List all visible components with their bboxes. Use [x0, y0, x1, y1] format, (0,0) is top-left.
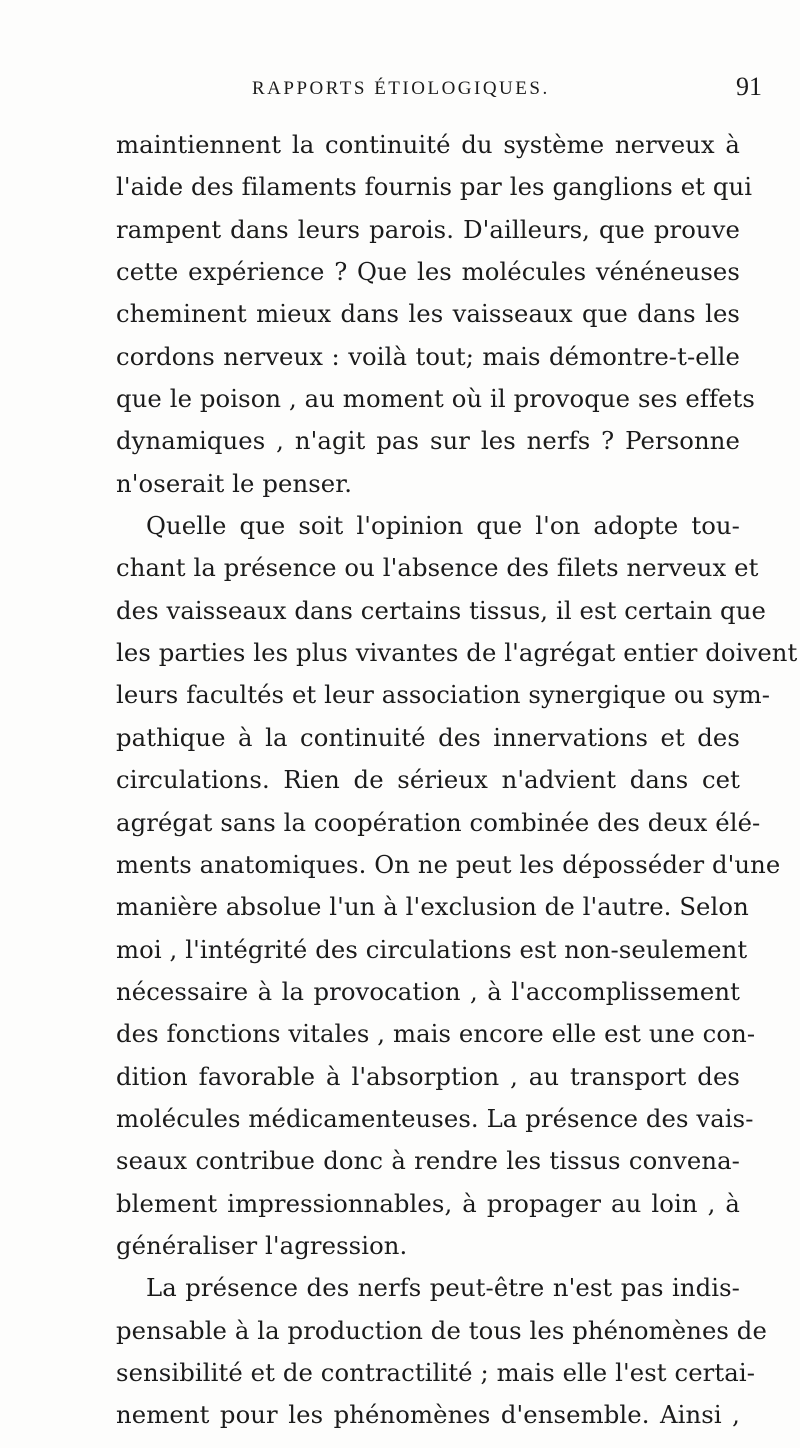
text-line: leurs facultés et leur association synergique ou sym-	[116, 680, 771, 710]
running-title: RAPPORTS ÉTIOLOGIQUES.	[252, 78, 550, 99]
text-line: blement impressionnables, à propager au loin , à	[116, 1188, 740, 1218]
text-line: maintiennent la continuité du système nerveux à	[116, 130, 740, 159]
text-line: nement pour les phénomènes d'ensemble. Ainsi ,	[116, 1400, 740, 1430]
text-line: pensable à la production de tous les phénomènes de	[116, 1315, 767, 1345]
text-line: chant la présence ou l'absence des filets nerveux et	[116, 553, 759, 583]
page-number: 91	[736, 72, 762, 101]
text-line: ments anatomiques. On ne peut les déposséder d'une	[116, 849, 781, 879]
text-line: molécules médicamenteuses. La présence des vais-	[116, 1103, 754, 1133]
text-line: dynamiques , n'agit pas sur les nerfs ? Personne	[116, 426, 740, 456]
text-line: agrégat sans la coopération combinée des deux élé-	[116, 807, 761, 837]
text-line: les parties les plus vivantes de l'agrégat entier doivent	[116, 638, 798, 668]
text-line: pathique à la continuité des innervations et des	[116, 722, 740, 752]
text-line: généraliser l'agression.	[116, 1230, 408, 1260]
text-line: Quelle que soit l'opinion que l'on adopte tou-	[146, 511, 740, 541]
text-line: cordons nerveux : voilà tout; mais démontre-t-elle	[116, 341, 740, 371]
text-line: rampent dans leurs parois. D'ailleurs, que prouve	[116, 214, 740, 244]
text-line: La présence des nerfs peut-être n'est pas indis-	[146, 1273, 740, 1303]
text-line: dition favorable à l'absorption , au transport des	[116, 1061, 740, 1091]
text-line: manière absolue l'un à l'exclusion de l'autre. Selon	[116, 892, 749, 922]
text-line: seaux contribue donc à rendre les tissus convena-	[116, 1146, 740, 1176]
body-text	[116, 124, 798, 1437]
text-line: des vaisseaux dans certains tissus, il est certain que	[116, 595, 766, 625]
text-line: sensibilité et de contractilité ; mais elle l'est certai-	[116, 1357, 756, 1387]
text-line: cheminent mieux dans les vaisseaux que dans les	[116, 299, 740, 329]
text-line: nécessaire à la provocation , à l'accomplissement	[116, 976, 740, 1006]
running-head	[0, 72, 800, 112]
text-line: cette expérience ? Que les molécules vénéneuses	[116, 257, 740, 287]
text-line: n'oserait le penser.	[116, 468, 353, 498]
text-line: l'aide des filaments fournis par les ganglions et qui	[116, 172, 753, 202]
text-line: moi , l'intégrité des circulations est non-seulement	[116, 934, 748, 964]
text-line: que le poison , au moment où il provoque ses effets	[116, 384, 755, 414]
text-line: circulations. Rien de sérieux n'advient dans cet	[116, 765, 740, 795]
text-line: des fonctions vitales , mais encore elle est une con-	[116, 1019, 756, 1049]
